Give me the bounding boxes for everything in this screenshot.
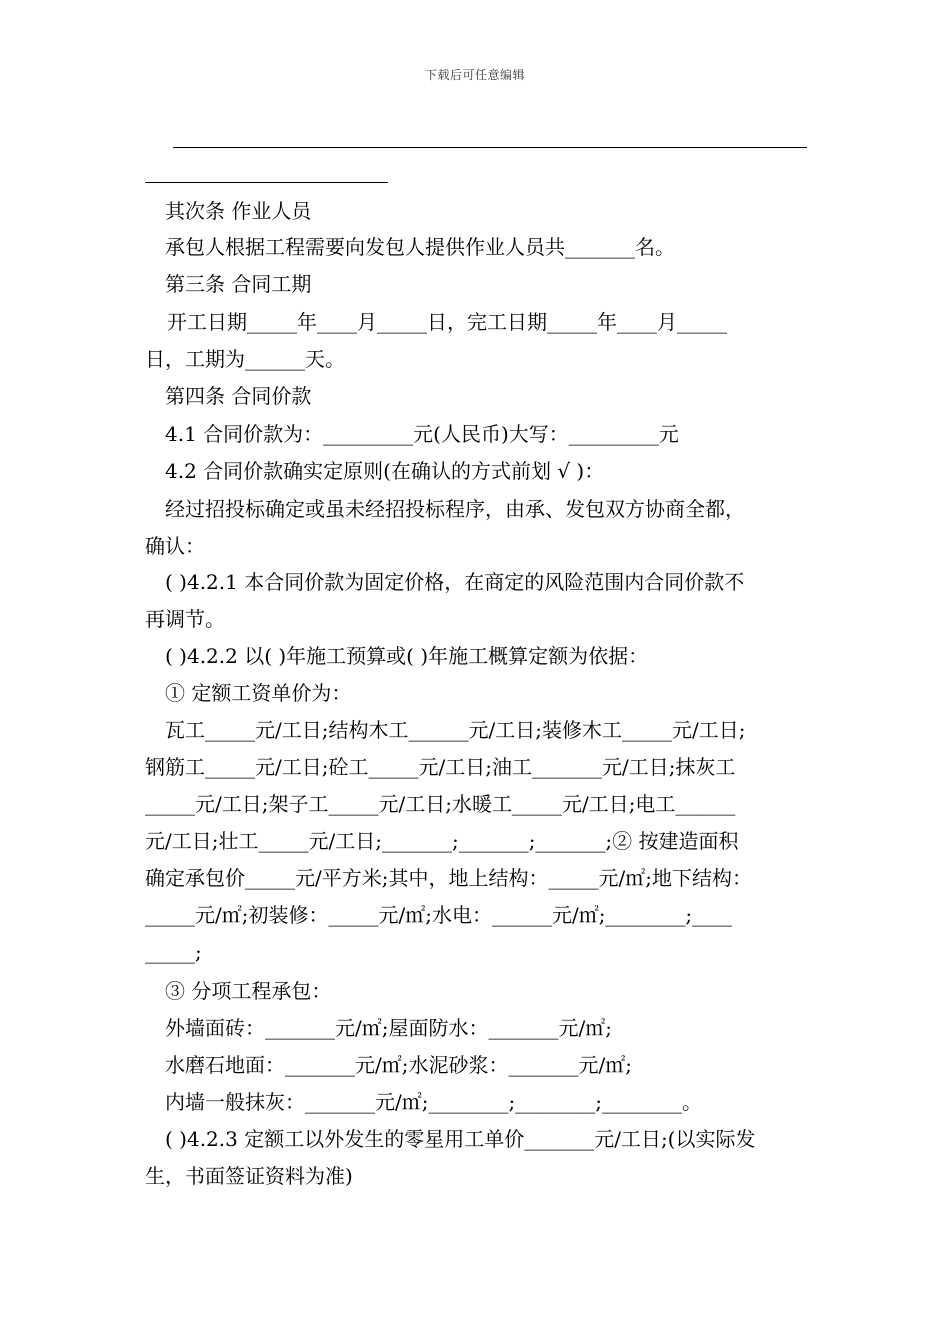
text-line: _____; xyxy=(145,940,202,964)
text-line: 4.2 合同价款确实定原则(在确认的方式前划 √ )： xyxy=(165,459,605,483)
text-line: ③ 分项工程承包： xyxy=(165,979,332,1003)
text-line: 钢筋工_____元/工日;砼工_____元/工日;油工_______元/工日;抹灰工 xyxy=(145,755,736,779)
text-line: 经过招投标确定或虽未经招投标程序，由承、发包双方协商全都， xyxy=(165,497,745,521)
text-line: 第四条 合同价款 xyxy=(165,384,312,408)
text-line: 第三条 合同工期 xyxy=(165,272,312,296)
text-line: 日，工期为______天。 xyxy=(145,347,345,371)
text-line: 确定承包价_____元/平方米;其中，地上结构：_____元/㎡;地下结构： xyxy=(145,866,752,890)
text-line: 再调节。 xyxy=(145,607,225,631)
text-line: 确认： xyxy=(145,534,205,558)
text-line: 内墙一般抹灰：_______元/㎡;________;________;________。 xyxy=(165,1090,702,1114)
text-line: _____元/㎡;初装修：_____元/㎡;水电：______元/㎡;________;____ xyxy=(145,903,733,927)
text-line: 生，书面签证资料为准) xyxy=(145,1164,353,1188)
text-line: 外墙面砖：_______元/㎡;屋面防水：_______元/㎡; xyxy=(165,1016,612,1040)
blank-underline-2 xyxy=(145,182,388,183)
text-line: ( )4.2.3 定额工以外发生的零星用工单价_______元/工日;(以实际发 xyxy=(165,1127,756,1151)
text-line: 其次条 作业人员 xyxy=(165,199,312,223)
text-line: 承包人根据工程需要向发包人提供作业人员共_______名。 xyxy=(165,235,675,259)
text-line: 元/工日;壮工_____元/工日;_______;_______;_______;② 按建造面积 xyxy=(145,829,739,853)
text-line: ( )4.2.2 以( )年施工预算或( )年施工概算定额为依据： xyxy=(165,644,649,668)
text-line: 瓦工_____元/工日;结构木工______元/工日;装修木工_____元/工日; xyxy=(165,718,746,742)
text-line: _____元/工日;架子工_____元/工日;水暖工_____元/工日;电工______ xyxy=(145,792,736,816)
blank-underline-1 xyxy=(173,147,807,148)
text-line: 开工日期_____年____月_____日，完工日期_____年____月_____ xyxy=(167,310,727,334)
text-line: 4.1 合同价款为：_________元(人民币)大写：_________元 xyxy=(165,422,679,446)
page-header: 下载后可任意编辑 xyxy=(424,68,525,82)
text-line: 水磨石地面：_______元/㎡;水泥砂浆：_______元/㎡; xyxy=(165,1053,632,1077)
text-line: ① 定额工资单价为： xyxy=(165,681,352,705)
text-line: ( )4.2.1 本合同价款为固定价格，在商定的风险范围内合同价款不 xyxy=(165,570,745,594)
